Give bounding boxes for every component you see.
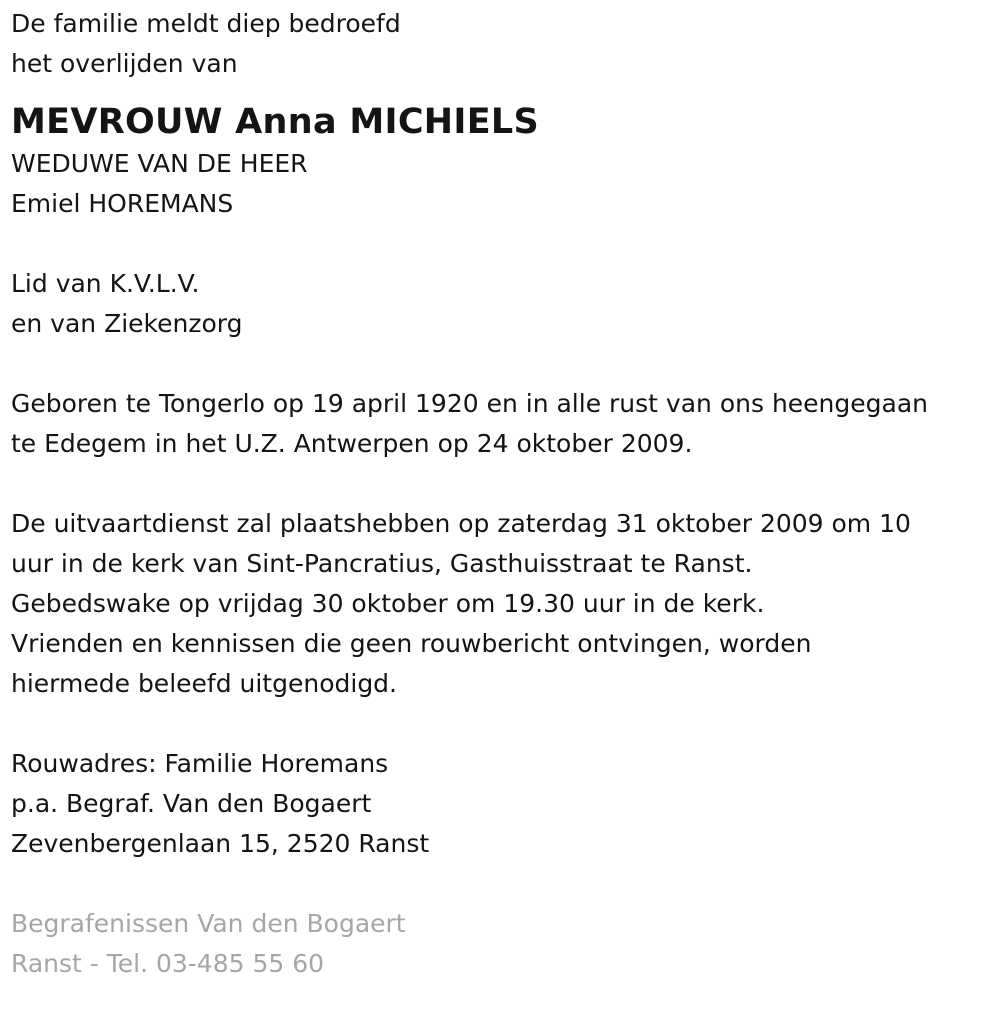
birth-death-block bbox=[11, 384, 1000, 464]
service-block bbox=[11, 504, 1000, 704]
footer-line-2: Ranst - Tel. 03-485 55 60 bbox=[11, 949, 325, 978]
intro-line-1: De familie meldt diep bedroefd bbox=[11, 9, 401, 38]
memberships-block bbox=[11, 264, 1000, 344]
funeral-home-footer bbox=[11, 904, 1000, 984]
address-line-1: Rouwadres: Familie Horemans bbox=[11, 749, 389, 778]
address-block bbox=[11, 744, 1000, 864]
widow-line-2: Emiel HOREMANS bbox=[11, 189, 234, 218]
service-line-3: Gebedswake op vrijdag 30 oktober om 19.30 uur in de kerk. bbox=[11, 589, 765, 618]
deceased-name: MEVROUW Anna MICHIELS bbox=[11, 102, 540, 142]
intro-line-2: het overlijden van bbox=[11, 49, 238, 78]
membership-line-2: en van Ziekenzorg bbox=[11, 309, 243, 338]
spacer bbox=[11, 464, 1000, 504]
service-line-2: uur in de kerk van Sint-Pancratius, Gasthuisstraat te Ranst. bbox=[11, 549, 753, 578]
spacer bbox=[11, 704, 1000, 744]
service-line-5: hiermede beleefd uitgenodigd. bbox=[11, 669, 397, 698]
intro-block bbox=[11, 4, 1000, 84]
service-line-4: Vrienden en kennissen die geen rouwbericht ontvingen, worden bbox=[11, 629, 812, 658]
birth-death-line-2: te Edegem in het U.Z. Antwerpen op 24 oktober 2009. bbox=[11, 429, 693, 458]
spacer bbox=[11, 224, 1000, 264]
address-line-3: Zevenbergenlaan 15, 2520 Ranst bbox=[11, 829, 430, 858]
service-line-1: De uitvaartdienst zal plaatshebben op zaterdag 31 oktober 2009 om 10 bbox=[11, 509, 911, 538]
spacer bbox=[11, 344, 1000, 384]
birth-death-line-1: Geboren te Tongerlo op 19 april 1920 en in alle rust van ons heengegaan bbox=[11, 389, 928, 418]
widow-line-1: WEDUWE VAN DE HEER bbox=[11, 149, 308, 178]
membership-line-1: Lid van K.V.L.V. bbox=[11, 269, 200, 298]
spacer bbox=[11, 864, 1000, 904]
footer-line-1: Begrafenissen Van den Bogaert bbox=[11, 909, 406, 938]
deceased-block bbox=[11, 98, 1000, 224]
address-line-2: p.a. Begraf. Van den Bogaert bbox=[11, 789, 372, 818]
